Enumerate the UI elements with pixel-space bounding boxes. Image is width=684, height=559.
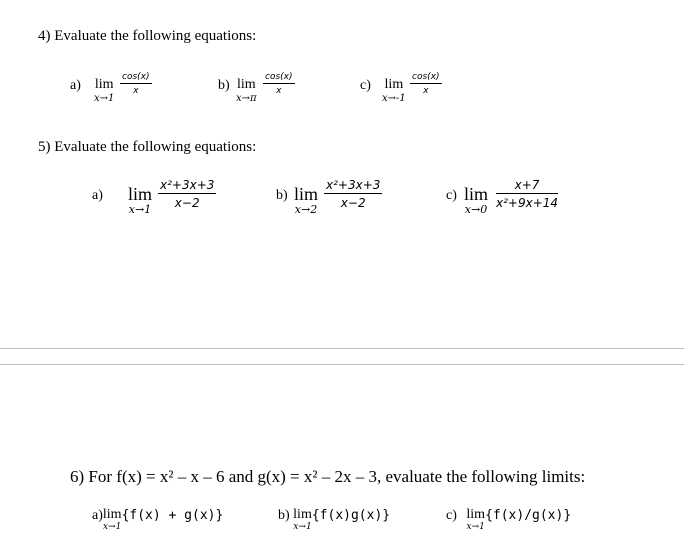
q4-item-b-fraction — [263, 72, 295, 96]
numerator: cos(x) — [412, 72, 440, 82]
q6-item-c-lim — [466, 508, 485, 532]
q6-item-c — [446, 508, 571, 532]
lim-subscript: x→1 — [293, 522, 312, 532]
q5-item-c-label: c) — [446, 188, 457, 203]
lim-subscript: x→-1 — [382, 93, 406, 104]
q5-item-b-fraction — [324, 178, 382, 210]
q5-item-a-fraction — [158, 178, 216, 210]
denominator: x²+9x+14 — [496, 196, 559, 210]
denominator: x — [133, 86, 139, 96]
lim-subscript: x→π — [236, 93, 257, 104]
q4-item-b-lim — [236, 78, 257, 104]
numerator: cos(x) — [122, 72, 150, 82]
q4-item-b-label: b) — [218, 78, 230, 93]
q4-item-c — [360, 72, 480, 102]
lim-subscript: x→2 — [294, 203, 318, 216]
denominator: x — [423, 86, 429, 96]
q5-item-a-lim — [128, 185, 152, 215]
q6-item-a-label: a) — [92, 508, 103, 523]
q5-item-a — [92, 178, 242, 218]
q5-item-b — [276, 178, 416, 218]
numerator: x²+3x+3 — [160, 178, 215, 192]
numerator: x²+3x+3 — [326, 178, 381, 192]
lim-word: lim — [128, 184, 153, 204]
denominator: x−2 — [174, 196, 200, 210]
lim-subscript: x→1 — [466, 522, 485, 532]
q4-item-a-fraction — [120, 72, 152, 96]
q5-item-a-label: a) — [92, 188, 103, 203]
q4-item-a — [70, 72, 180, 102]
q6-item-b-expression: {f(x)g(x)} — [311, 508, 391, 523]
q5-item-c-fraction — [496, 178, 558, 210]
lim-subscript: x→1 — [103, 522, 122, 532]
q4-item-c-label: c) — [360, 78, 371, 93]
lim-subscript: x→1 — [128, 203, 152, 216]
q6-item-a-expression: {f(x) + g(x)} — [121, 508, 224, 523]
q6-item-b-label: b) — [278, 508, 290, 523]
lim-word: lim — [102, 507, 122, 522]
q4-item-b — [218, 72, 328, 102]
q4-heading: 4) Evaluate the following equations: — [38, 28, 257, 44]
numerator: x+7 — [496, 178, 558, 194]
q6-item-c-label: c) — [446, 508, 457, 523]
q5-item-b-label: b) — [276, 188, 288, 203]
lim-word: lim — [293, 507, 312, 522]
q5-item-b-lim — [294, 185, 318, 215]
q6-item-a-lim — [103, 508, 122, 532]
q6-item-c-expression: {f(x)/g(x)} — [485, 508, 572, 523]
lim-word: lim — [94, 77, 114, 92]
lim-subscript: x→1 — [94, 93, 115, 104]
q6-item-a — [92, 508, 223, 532]
page-break-top-rule — [0, 348, 684, 349]
lim-word: lim — [294, 184, 319, 204]
denominator: x−2 — [340, 196, 366, 210]
q5-item-c — [446, 178, 596, 218]
lim-word: lim — [466, 507, 486, 522]
q4-item-c-lim — [382, 78, 406, 104]
q6-item-b-lim — [293, 508, 312, 532]
q5-heading: 5) Evaluate the following equations: — [38, 139, 257, 155]
lim-word: lim — [464, 184, 489, 204]
q4-item-a-lim — [94, 78, 114, 104]
lim-word: lim — [384, 77, 404, 92]
q6-item-b — [278, 508, 390, 532]
lim-subscript: x→0 — [464, 203, 488, 216]
page-break-bottom-rule — [0, 364, 684, 365]
q5-item-c-lim — [464, 185, 488, 215]
lim-word: lim — [236, 77, 256, 92]
q4-item-c-fraction — [410, 72, 442, 96]
q4-item-a-label: a) — [70, 78, 81, 93]
q6-heading: 6) For f(x) = x² – x – 6 and g(x) = x² – 2x – 3, evaluate the following limits: — [70, 467, 586, 486]
numerator: cos(x) — [265, 72, 293, 82]
denominator: x — [276, 86, 282, 96]
